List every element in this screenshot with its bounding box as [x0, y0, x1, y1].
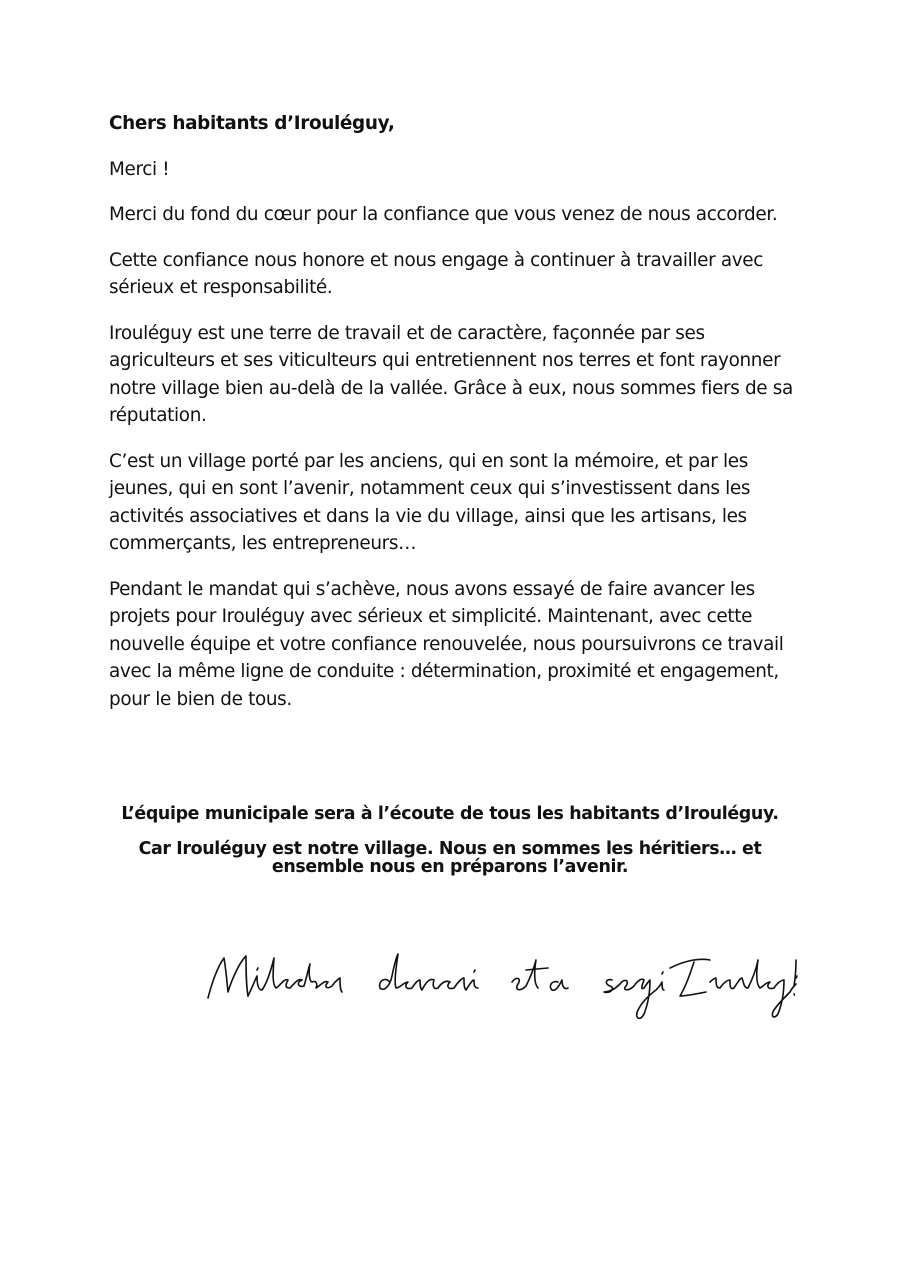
closing-line: L’équipe municipale sera à l’écoute de tous les habitants d’Irouléguy.: [121, 804, 779, 824]
letter-paragraph: Merci du fond du cœur pour la confiance que vous venez de nous accorder.: [109, 204, 778, 225]
handwritten-signature: [200, 930, 800, 1030]
letter-paragraph: Cette confiance nous honore et nous engage à continuer à travailler avec sérieux et responsabilité.: [109, 249, 763, 298]
closing-line: Car Irouléguy est notre village. Nous en sommes les héritiers… et ensemble nous en préparons l’avenir.: [138, 839, 762, 877]
closing-statement: [60, 801, 840, 876]
letter-paragraph: Irouléguy est une terre de travail et de caractère, façonnée par ses agriculteurs et ses viticulteurs qui entretiennent nos terres et font rayonner notre village bien au-delà de la vallée. Grâce à eux, nous sommes fiers de sa réputation.: [109, 322, 793, 426]
letter-greeting: Chers habitants d’Irouléguy,: [109, 113, 395, 134]
letter-paragraph: Pendant le mandat qui s’achève, nous avons essayé de faire avancer les projets pour Irouléguy avec sérieux et simplicité. Maintenant, avec cette nouvelle équipe et votre confiance renouvelée, nous poursuivrons ce travail avec la même ligne de conduite : détermination, proximité et engagement, pour le bien de tous.: [109, 578, 784, 710]
letter-body: [109, 110, 799, 731]
letter-paragraph: Merci !: [109, 158, 170, 180]
signature-drawing: [200, 930, 800, 1030]
letter-paragraph: C’est un village porté par les anciens, qui en sont la mémoire, et par les jeunes, qui en sont l’avenir, notamment ceux qui s’investissent dans les activités associatives et dans la vie du village, ainsi que les artisans, les commerçants, les entrepreneurs…: [109, 450, 751, 554]
